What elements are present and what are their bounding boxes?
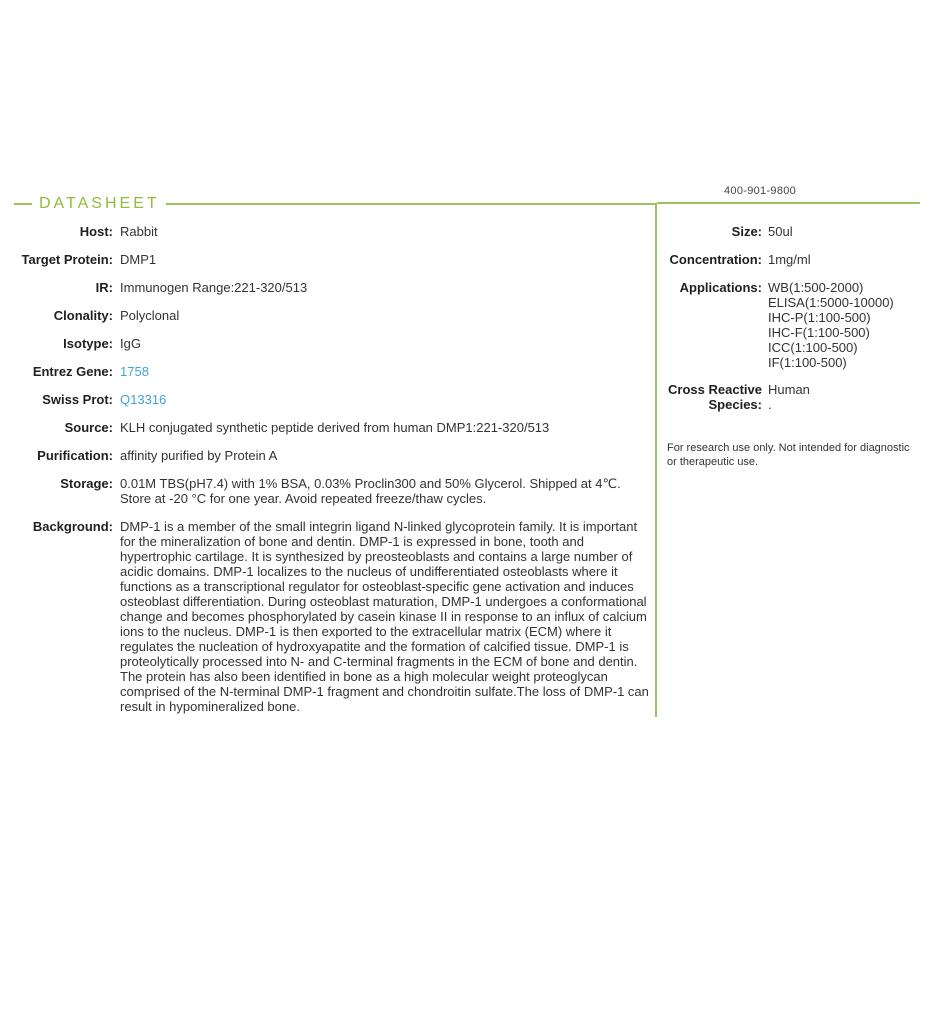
- column-divider: [655, 203, 657, 717]
- cross-reactive-species-label: Cross Reactive Species:: [668, 382, 762, 412]
- header-dash: [14, 203, 32, 205]
- field-row-ir: [20, 280, 653, 295]
- entrez-gene-label: Entrez Gene:: [32, 364, 113, 379]
- field-row-clonality: [20, 308, 653, 323]
- size-value: 50ul: [768, 224, 793, 239]
- application-line-icc: ICC(1:100-500): [768, 340, 858, 355]
- research-use-disclaimer: For research use only. Not intended for diagnostic or therapeutic use.: [667, 442, 910, 468]
- swiss-prot-link[interactable]: Q13316: [120, 392, 167, 407]
- storage-value: 0.01M TBS(pH7.4) with 1% BSA, 0.03% Proclin300 and 50% Glycerol. Shipped at 4℃. Store at -20 °C for one year. Avoid repeated freeze/thaw cycles.: [120, 476, 621, 506]
- source-label: Source:: [64, 420, 113, 435]
- header-rule-left: [166, 203, 655, 205]
- field-row-cross-reactive-species: [665, 382, 927, 412]
- cross-reactive-species-line-1: Human: [768, 382, 810, 397]
- concentration-value: 1mg/ml: [768, 252, 811, 267]
- background-label: Background:: [32, 519, 113, 534]
- cross-reactive-species-value: [768, 382, 926, 412]
- datasheet-header: [14, 195, 655, 213]
- field-row-concentration: [665, 252, 927, 267]
- field-row-storage: [20, 476, 653, 506]
- applications-label: Applications:: [679, 280, 762, 295]
- host-label: Host:: [79, 224, 113, 239]
- field-row-size: [665, 224, 927, 239]
- source-value: KLH conjugated synthetic peptide derived from human DMP1:221-320/513: [120, 420, 550, 435]
- applications-value: [768, 280, 926, 370]
- concentration-label: Concentration:: [669, 252, 762, 267]
- field-row-purification: [20, 448, 653, 463]
- page-title: DATASHEET: [39, 195, 160, 212]
- application-line-if: IF(1:100-500): [768, 355, 847, 370]
- storage-label: Storage:: [60, 476, 113, 491]
- spec-list-right: [665, 224, 927, 469]
- target-protein-label: Target Protein:: [21, 252, 113, 267]
- application-line-elisa: ELISA(1:5000-10000): [768, 295, 894, 310]
- field-row-background: [20, 519, 653, 714]
- field-row-isotype: [20, 336, 653, 351]
- field-row-applications: [665, 280, 927, 370]
- application-line-ihc-p: IHC-P(1:100-500): [768, 310, 871, 325]
- isotype-value: IgG: [120, 336, 141, 351]
- entrez-gene-link[interactable]: 1758: [120, 364, 149, 379]
- ir-value: Immunogen Range:221-320/513: [120, 280, 308, 295]
- header-rule-right: [657, 202, 920, 204]
- application-line-wb: WB(1:500-2000): [768, 280, 864, 295]
- phone-number: 400-901-9800: [724, 185, 797, 197]
- field-row-entrez-gene: [20, 364, 653, 379]
- clonality-label: Clonality:: [53, 308, 113, 323]
- swiss-prot-label: Swiss Prot:: [42, 392, 113, 407]
- purification-value: affinity purified by Protein A: [120, 448, 278, 463]
- host-value: Rabbit: [120, 224, 158, 239]
- ir-label: IR:: [95, 280, 113, 295]
- field-row-source: [20, 420, 653, 435]
- isotype-label: Isotype:: [63, 336, 113, 351]
- field-row-swiss-prot: [20, 392, 653, 407]
- cross-reactive-species-line-2: .: [768, 397, 772, 412]
- field-row-host: [20, 224, 653, 239]
- field-row-target-protein: [20, 252, 653, 267]
- clonality-value: Polyclonal: [120, 308, 180, 323]
- background-value: DMP-1 is a member of the small integrin ligand N-linked glycoprotein family. It is important for the mineralization of bone and dentin. DMP-1 is expressed in bone, tooth and hypertrophic cartilage. It is synthesized by preosteoblasts and contains a large number of acidic domains. DMP-1 localizes to the nucleus of undifferentiated osteoblasts where it functions as a transcriptional regulator for osteoblast-specific gene activation and induces osteoblast differentiation. During osteoblast maturation, DMP-1 undergoes a conformational change and becomes phosphorylated by casein kinase II in response to an influx of calcium ions to the nucleus. DMP-1 is then exported to the extracellular matrix (ECM) where it regulates the nucleation of hydroxyapatite and the formation of calcified tissue. DMP-1 is proteolytically processed into N- and C-terminal fragments in the ECM of bone and dentin. The protein has also been identified in bone as a high molecular weight proteoglycan comprised of the N-terminal DMP-1 fragment and chondroitin sulfate.The loss of DMP-1 can result in hypomineralized bone.: [120, 519, 649, 714]
- size-label: Size:: [731, 224, 762, 239]
- purification-label: Purification:: [37, 448, 113, 463]
- application-line-ihc-f: IHC-F(1:100-500): [768, 325, 870, 340]
- spec-list-left: [20, 224, 653, 727]
- target-protein-value: DMP1: [120, 252, 157, 267]
